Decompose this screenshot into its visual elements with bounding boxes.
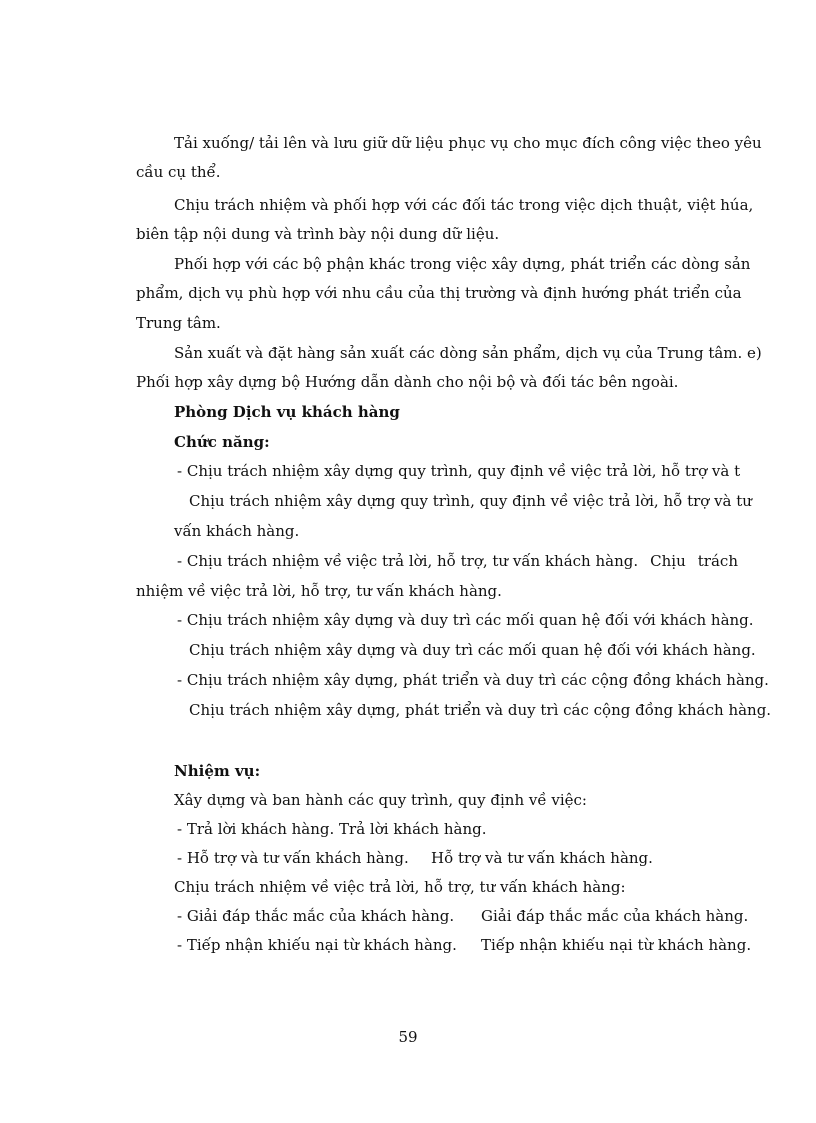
paragraph-line: Chịu trách nhiệm xây dựng quy trình, quy định về việc trả lời, hỗ trợ và tư (189, 492, 752, 510)
paragraph-line: cầu cụ thể. (136, 163, 221, 181)
paragraph-line: biên tập nội dung và trình bày nội dung dữ liệu. (136, 225, 500, 243)
paragraph-line: - Chịu trách nhiệm xây dựng quy trình, quy định về việc trả lời, hỗ trợ và t (177, 462, 741, 480)
paragraph-line: vấn khách hàng. (174, 522, 300, 540)
paragraph-line: Xây dựng và ban hành các quy trình, quy định về việc: (174, 791, 587, 809)
line-segment: - Hỗ trợ và tư vấn khách hàng. (177, 849, 409, 867)
line-segment: - Giải đáp thắc mắc của khách hàng. (177, 907, 455, 925)
line-segment: Hỗ trợ và tư vấn khách hàng. (431, 849, 653, 867)
paragraph-line: phẩm, dịch vụ phù hợp với nhu cầu của thị trường và định hướng phát triển của (136, 284, 742, 302)
paragraph-line: - Chịu trách nhiệm xây dựng, phát triển và duy trì các cộng đồng khách hàng. (177, 671, 769, 689)
section-heading: Phòng Dịch vụ khách hàng (174, 403, 400, 421)
paragraph-line: Chịu trách nhiệm xây dựng và duy trì các mối quan hệ đối với khách hàng. (189, 641, 756, 659)
paragraph-line: - Trả lời khách hàng. Trả lời khách hàng. (177, 820, 487, 838)
paragraph-line (177, 551, 738, 571)
line-segment: - Tiếp nhận khiếu nại từ khách hàng. (177, 936, 457, 954)
paragraph-line: Chịu trách nhiệm về việc trả lời, hỗ trợ, tư vấn khách hàng: (174, 878, 626, 896)
paragraph-line: Tải xuống/ tải lên và lưu giữ dữ liệu phục vụ cho mục đích công việc theo yêu (174, 134, 762, 152)
line-segment: Tiếp nhận khiếu nại từ khách hàng. (481, 936, 752, 954)
page-number: 59 (398, 1028, 418, 1046)
paragraph-line: Phối hợp với các bộ phận khác trong việc xây dựng, phát triển các dòng sản (174, 255, 751, 273)
paragraph-line: Sản xuất và đặt hàng sản xuất các dòng sản phẩm, dịch vụ của Trung tâm. e) (174, 344, 762, 362)
paragraph-line: Chịu trách nhiệm và phối hợp với các đối tác trong việc dịch thuật, việt húa, (174, 196, 754, 214)
line-segment: trách (697, 552, 738, 570)
paragraph-line: Trung tâm. (136, 314, 221, 332)
line-segment: Giải đáp thắc mắc của khách hàng. (481, 907, 749, 925)
line-segment: Chịu (650, 552, 686, 570)
section-heading: Chức năng: (174, 433, 270, 451)
section-heading: Nhiệm vụ: (174, 762, 261, 780)
line-segment: - Chịu trách nhiệm về việc trả lời, hỗ trợ, tư vấn khách hàng. (177, 552, 639, 570)
paragraph-line: Chịu trách nhiệm xây dựng, phát triển và duy trì các cộng đồng khách hàng. (189, 701, 772, 719)
paragraph-line: nhiệm về việc trả lời, hỗ trợ, tư vấn khách hàng. (136, 582, 502, 600)
paragraph-line: - Chịu trách nhiệm xây dựng và duy trì các mối quan hệ đối với khách hàng. (177, 611, 754, 629)
paragraph-line: Phối hợp xây dựng bộ Hướng dẫn dành cho nội bộ và đối tác bên ngoài. (136, 373, 679, 391)
